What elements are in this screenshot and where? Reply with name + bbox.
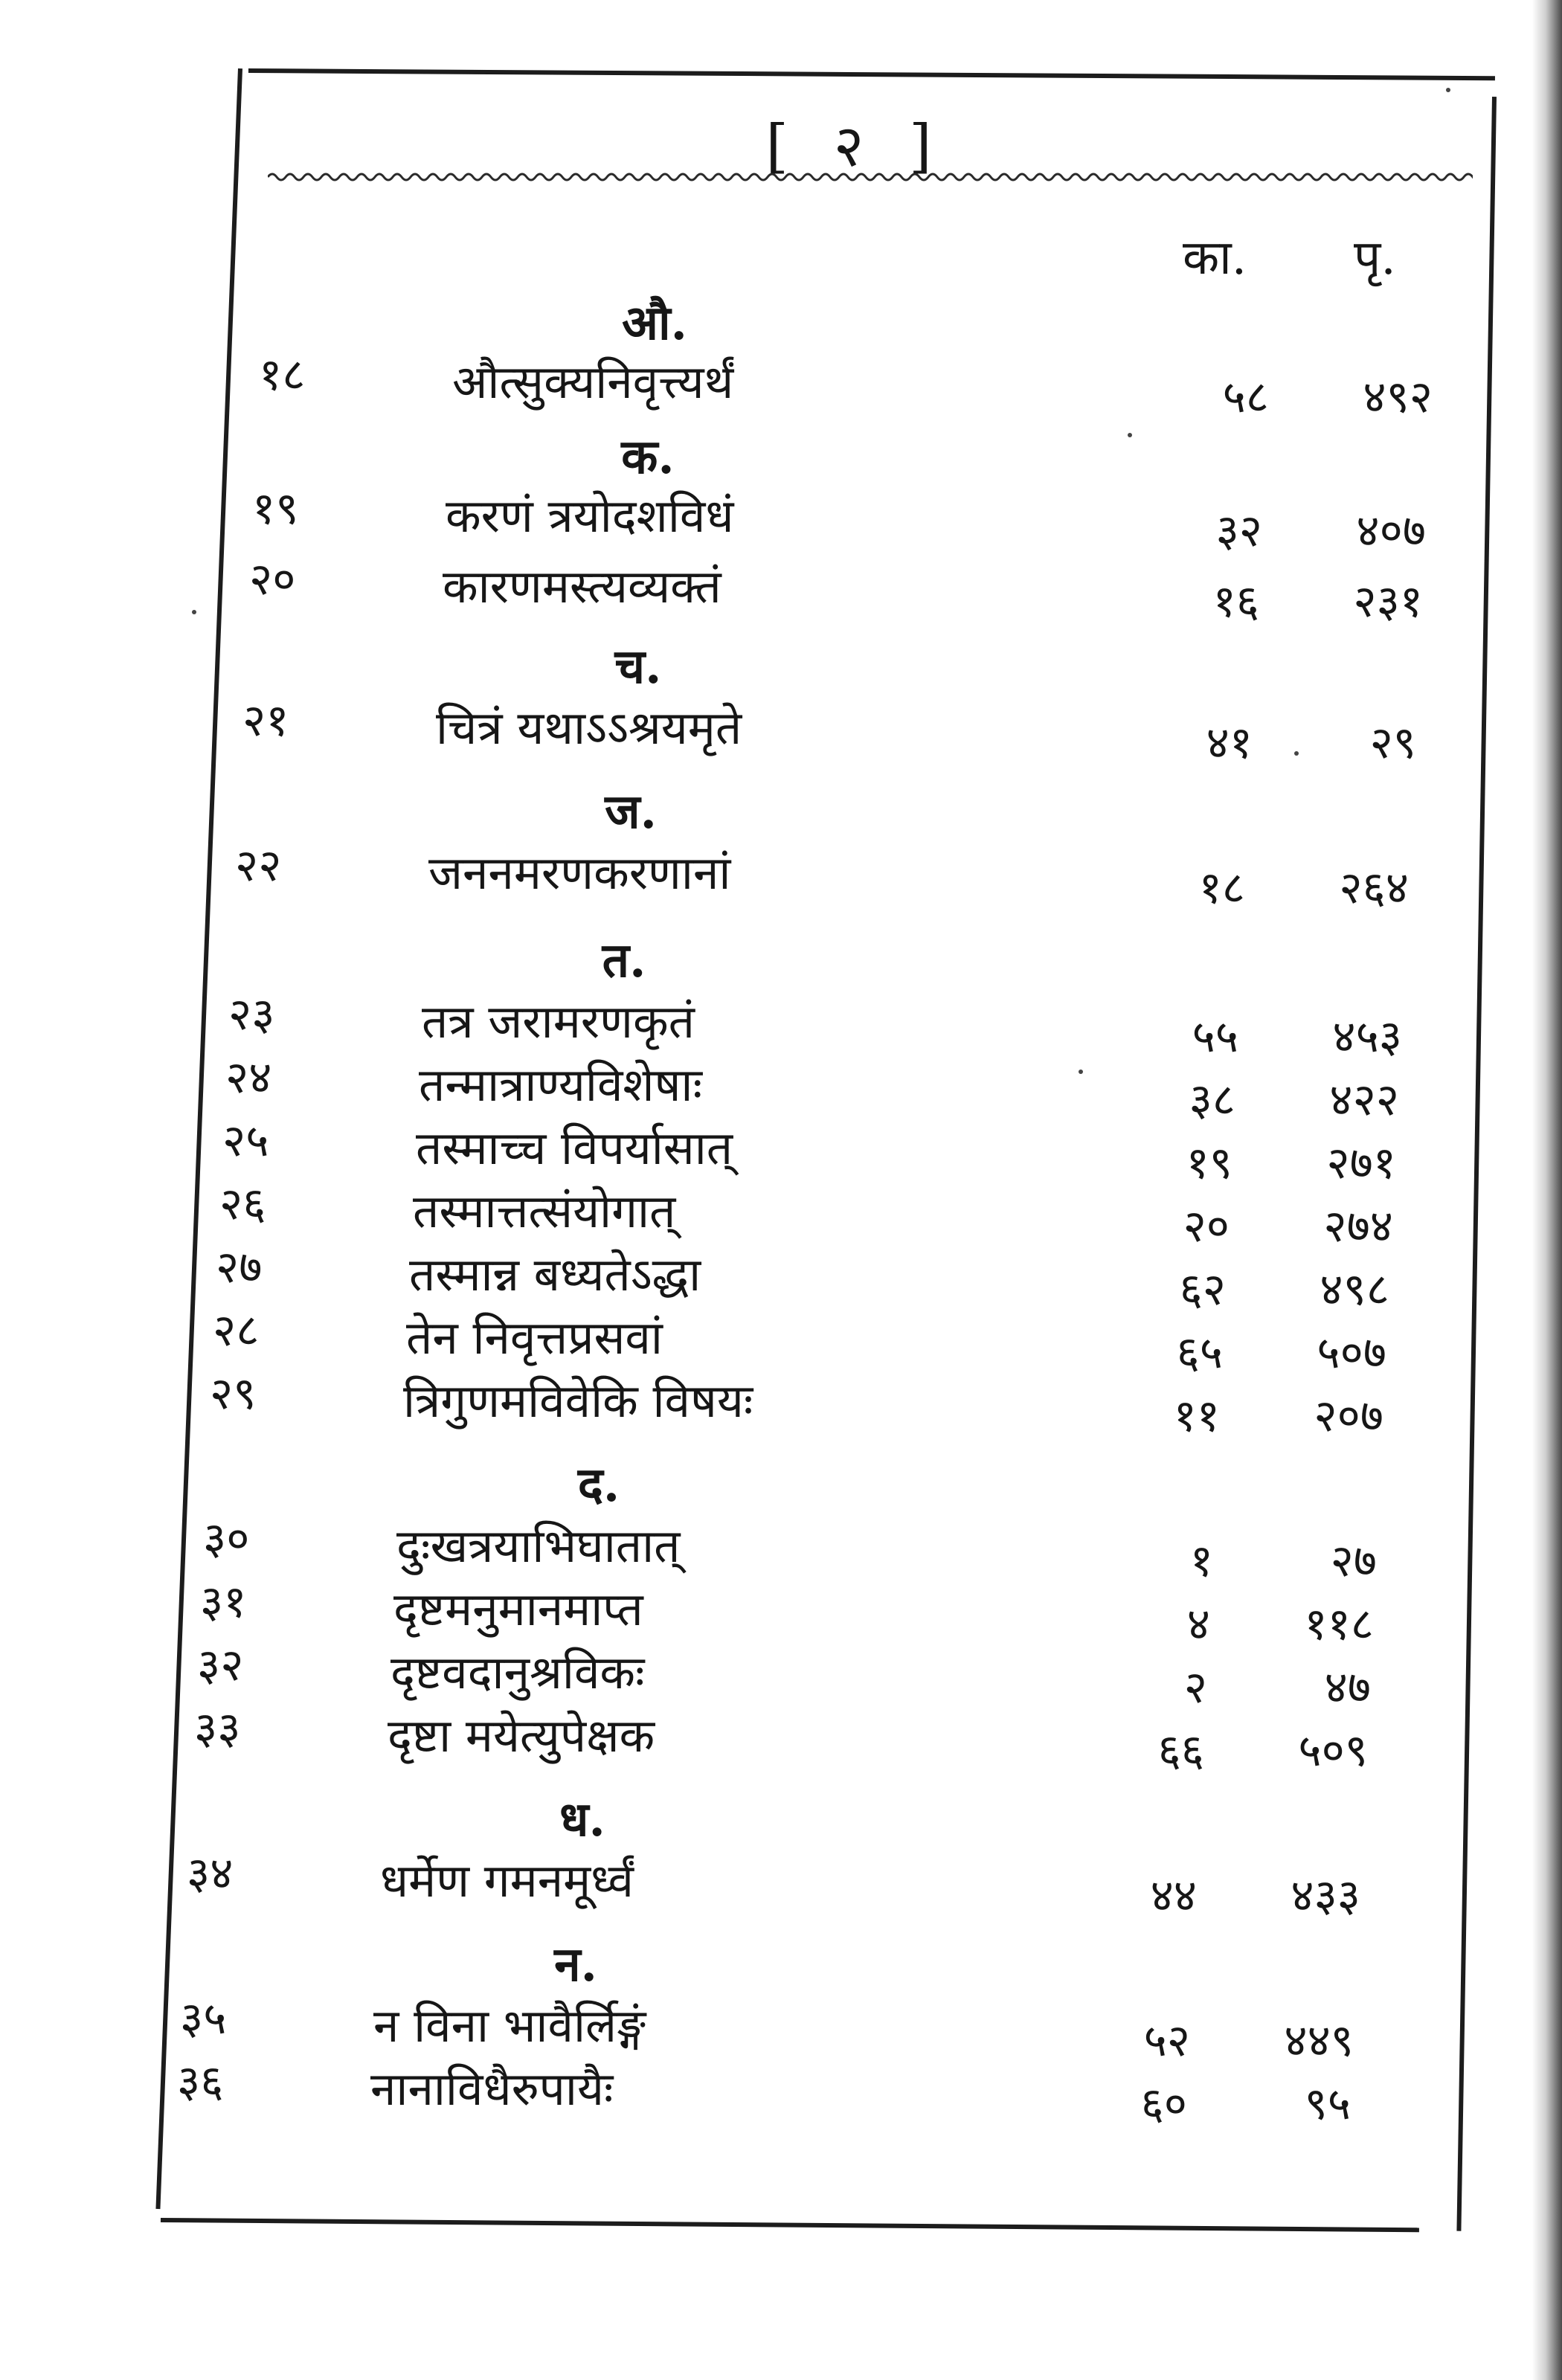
entry-number: २३	[228, 988, 275, 1041]
verse-opening: न विना भावैर्लिङ्गं	[373, 1998, 646, 2053]
entry-number: ३६	[177, 2056, 224, 2108]
section-letter: च.	[614, 639, 662, 695]
page-reference: २३१	[1353, 576, 1423, 628]
section-letter: ध.	[559, 1792, 605, 1847]
section-letter: औ.	[622, 295, 687, 351]
scan-speck	[192, 610, 196, 614]
entry-number: २२	[235, 840, 282, 892]
page-reference: ५०७	[1317, 1327, 1386, 1379]
column-header-page: पृ.	[1354, 231, 1396, 286]
page-number: [ २ ]	[765, 113, 945, 180]
verse-opening: तत्र जरामरणकृतं	[422, 994, 695, 1049]
verse-opening: दृष्टवदानुश्रविकः	[390, 1645, 645, 1699]
entry-number: २१	[242, 695, 289, 747]
karika-number: ६६	[1157, 1725, 1204, 1777]
entry-number: १८	[259, 349, 306, 401]
karika-number: ११	[1173, 1390, 1220, 1442]
page-reference: ४४९	[1284, 2015, 1354, 2067]
section-letter: न.	[554, 1937, 597, 1993]
column-header-karika: का.	[1183, 231, 1247, 286]
entry-number: ३१	[200, 1576, 247, 1628]
karika-number: २	[1183, 1662, 1207, 1714]
page-reference: २७१	[1326, 1137, 1396, 1189]
entry-number: २५	[222, 1115, 269, 1167]
entry-number: ३३	[194, 1702, 241, 1755]
scan-speck	[1446, 88, 1450, 92]
section-letter: क.	[621, 429, 675, 485]
page-reference: ९५	[1304, 2078, 1351, 2130]
verse-opening: तस्मान्न बध्यतेऽद्धा	[409, 1247, 701, 1302]
karika-number: ४१	[1206, 717, 1253, 769]
entry-number: २७	[216, 1241, 263, 1293]
section-letter: त.	[602, 933, 646, 988]
page-reference: २९	[1369, 717, 1416, 769]
page-reference: ४५३	[1332, 1011, 1402, 1063]
karika-number: ४४	[1150, 1870, 1197, 1922]
verse-opening: दुःखत्रयाभिघातात्	[396, 1519, 681, 1573]
verse-opening: त्रिगुणमविवेकि विषयः	[403, 1374, 753, 1428]
entry-number: २४	[225, 1052, 272, 1104]
page-reference: २६४	[1339, 862, 1409, 914]
verse-opening: जननमरणकरणानां	[428, 846, 731, 900]
verse-opening: कारणमस्त्यव्यक्तं	[443, 559, 721, 614]
section-letter: द.	[577, 1457, 620, 1513]
verse-opening: नानाविधैरुपायैः	[370, 2062, 614, 2116]
karika-number: ६२	[1179, 1264, 1226, 1316]
page-reference: ५०९	[1298, 1725, 1368, 1777]
page-reference: ४३३	[1291, 1870, 1360, 1922]
page-reference: २७	[1330, 1535, 1377, 1587]
scan-speck	[1294, 751, 1299, 756]
karika-number: १८	[1198, 862, 1245, 914]
verse-opening: तस्माच्च विपर्यासात्	[416, 1121, 733, 1175]
verse-opening: दृष्टमनुमानमाप्त	[393, 1582, 643, 1636]
entry-number: २०	[249, 553, 296, 605]
karika-number: ४	[1186, 1598, 1210, 1650]
verse-opening: चित्रं यथाऽऽश्रयमृते	[436, 701, 742, 755]
verse-opening: तन्मात्राण्यविशेषाः	[419, 1058, 702, 1112]
verse-opening: औत्सुक्यनिवृत्त्यर्थं	[452, 355, 734, 409]
karika-number: २०	[1183, 1200, 1230, 1252]
page-reference: ४२२	[1329, 1074, 1399, 1126]
page-reference: २०७	[1314, 1390, 1383, 1442]
verse-opening: दृष्टा मयेत्युपेक्षक	[388, 1708, 655, 1763]
karika-number: ५२	[1143, 2015, 1190, 2067]
karika-number: १९	[1186, 1137, 1232, 1189]
entry-number: ३५	[180, 1993, 227, 2045]
karika-number: ३८	[1189, 1074, 1235, 1126]
karika-number: ५५	[1192, 1011, 1238, 1063]
verse-opening: धर्मेण गमनमूर्ध्वं	[380, 1853, 634, 1908]
page-reference: ११८	[1304, 1598, 1374, 1650]
verse-opening: तस्मात्तत्संयोगात्	[413, 1184, 676, 1238]
page-reference: ४९८	[1320, 1264, 1389, 1316]
karika-number: १६	[1212, 576, 1259, 628]
page-reference: ४०७	[1356, 505, 1426, 557]
entry-number: २९	[210, 1368, 257, 1420]
entry-number: ३०	[203, 1513, 250, 1565]
entry-number: ३४	[187, 1847, 234, 1900]
verse-opening: करणं त्रयोदशविधं	[446, 489, 734, 543]
karika-number: १	[1189, 1535, 1213, 1587]
karika-number: ६०	[1140, 2078, 1187, 2130]
scan-speck	[1079, 1070, 1083, 1074]
karika-number: ५८	[1222, 371, 1269, 423]
page-reference: ४७	[1324, 1662, 1371, 1714]
entry-number: २६	[219, 1178, 266, 1230]
entry-number: २८	[213, 1305, 260, 1357]
page-reference: ४९२	[1363, 371, 1433, 423]
section-letter: ज.	[605, 784, 657, 840]
scan-speck	[1128, 433, 1132, 437]
verse-opening: तेन निवृत्तप्रसवां	[406, 1310, 663, 1365]
page-reference: २७४	[1323, 1200, 1393, 1252]
entry-number: ३२	[197, 1639, 244, 1691]
karika-number: ६५	[1176, 1327, 1223, 1379]
entry-number: १९	[252, 483, 299, 535]
karika-number: ३२	[1215, 505, 1262, 557]
